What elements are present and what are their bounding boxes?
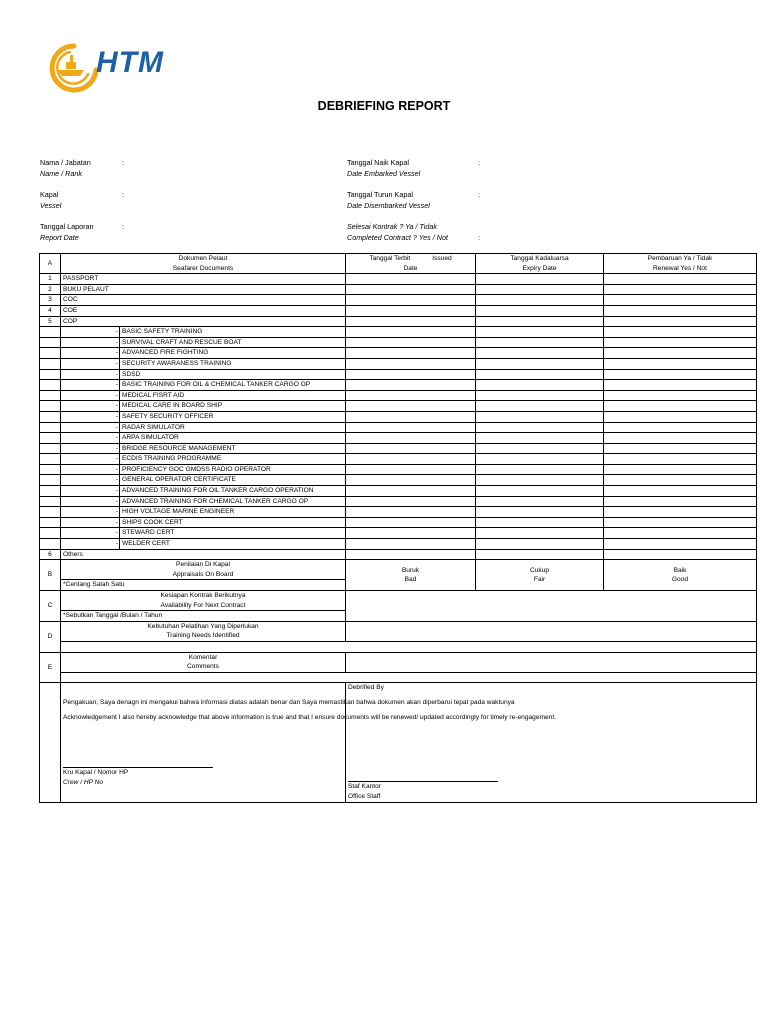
issued-date-cell[interactable]: [346, 496, 476, 507]
cop-item-text: BRIDGE RESOURCE MANAGEMENT: [122, 444, 236, 452]
cop-item-label: [61, 433, 346, 444]
cop-item-row: [40, 327, 757, 338]
row-number-blank: [40, 337, 61, 348]
cop-item-label: [61, 348, 346, 359]
report-date-field: Tanggal Laporan Report Date: [40, 222, 94, 242]
dash-marker: -: [115, 359, 118, 367]
colon: :: [478, 233, 480, 242]
cop-item-text: ADVANCED TRAINING FOR CHEMICAL TANKER CARGO OP: [122, 497, 309, 505]
renewal-cell[interactable]: [604, 390, 757, 401]
col-header-expiry: Tanggal Kadaluarsa Expiry Date: [476, 254, 604, 274]
cop-item-row: [40, 348, 757, 359]
row-number-blank: [40, 369, 61, 380]
expiry-date-cell[interactable]: [476, 433, 604, 444]
expiry-date-cell[interactable]: [476, 274, 604, 285]
acknowledgement-row: [40, 683, 757, 803]
comments-input[interactable]: [61, 672, 757, 683]
cop-item-row: [40, 454, 757, 465]
issued-date-cell[interactable]: [346, 528, 476, 539]
comments-header-blank: [346, 652, 757, 672]
renewal-cell[interactable]: [604, 337, 757, 348]
dash-marker: -: [115, 391, 118, 399]
cop-item-row: [40, 337, 757, 348]
expiry-date-cell[interactable]: [476, 549, 604, 560]
dash-marker: -: [115, 423, 118, 431]
dash-marker: -: [115, 338, 118, 346]
expiry-date-cell[interactable]: [476, 422, 604, 433]
issued-date-cell[interactable]: [346, 337, 476, 348]
dash-marker: -: [115, 349, 118, 357]
row-number-blank: [40, 390, 61, 401]
expiry-date-cell[interactable]: [476, 443, 604, 454]
issued-date-cell[interactable]: [346, 433, 476, 444]
row-number-blank: [40, 486, 61, 497]
row-number-blank: [40, 507, 61, 518]
cop-item-label: [61, 496, 346, 507]
issued-date-cell[interactable]: [346, 539, 476, 550]
dash-marker: -: [115, 328, 118, 336]
cop-item-row: [40, 358, 757, 369]
cop-item-label: [61, 517, 346, 528]
cop-item-label: [61, 454, 346, 465]
dash-marker: -: [115, 476, 118, 484]
row-number-blank: [40, 528, 61, 539]
row-number-blank: [40, 380, 61, 391]
cop-item-text: WELDER CERT: [122, 540, 170, 548]
row-number-blank: [40, 475, 61, 486]
dash-marker: -: [115, 508, 118, 516]
cop-item-label: [61, 443, 346, 454]
issued-date-cell[interactable]: [346, 486, 476, 497]
cop-item-text: BASIC SAFETY TRAINING: [122, 328, 203, 336]
document-label: COC: [61, 295, 346, 306]
section-d-body-row: [40, 641, 757, 652]
cop-item-label: [61, 507, 346, 518]
cop-item-text: SURVIVAL CRAFT AND RESCUE BOAT: [122, 338, 242, 346]
logo-text: HTM: [96, 46, 164, 79]
expiry-date-cell[interactable]: [476, 454, 604, 465]
renewal-cell[interactable]: [604, 327, 757, 338]
others-row: [40, 549, 757, 560]
renewal-cell[interactable]: [604, 358, 757, 369]
renewal-cell[interactable]: [604, 539, 757, 550]
issued-date-cell[interactable]: [346, 380, 476, 391]
row-number-blank: [40, 358, 61, 369]
training-needs-header-blank: [346, 621, 757, 641]
dash-marker: -: [115, 529, 118, 537]
staff-label: Staf Kantor: [348, 783, 381, 791]
row-number-blank: [40, 327, 61, 338]
cop-item-row: [40, 433, 757, 444]
renewal-cell[interactable]: [604, 528, 757, 539]
expiry-date-cell[interactable]: [476, 528, 604, 539]
issued-date-cell[interactable]: [346, 348, 476, 359]
cop-item-text: PROFICIENCY GOC GMDSS RADIO OPERATOR: [122, 465, 271, 473]
training-needs-label: Kebutuhan Pelatihan Yang Diperlukan Training Needs Identified: [61, 621, 346, 641]
renewal-cell[interactable]: [604, 486, 757, 497]
cop-item-row: [40, 464, 757, 475]
cop-item-label: [61, 486, 346, 497]
expiry-date-cell[interactable]: [476, 507, 604, 518]
expiry-date-cell[interactable]: [476, 390, 604, 401]
section-a-header: [40, 254, 757, 274]
row-number-blank: [40, 348, 61, 359]
cop-item-text: HIGH VOLTAGE MARINE ENGINEER: [122, 508, 235, 516]
cop-item-row: [40, 401, 757, 412]
document-label: BUKU PELAUT: [61, 284, 346, 295]
cop-item-text: RADAR SIMULATOR: [122, 423, 185, 431]
date-embarked-field: Tanggal Naik Kapal Date Embarked Vessel: [347, 158, 421, 178]
cop-item-label: [61, 390, 346, 401]
renewal-cell[interactable]: [604, 380, 757, 391]
row-number-blank: [40, 454, 61, 465]
row-number-blank: [40, 464, 61, 475]
col-header-issued: Tanggal Terbit Issued Date: [346, 254, 476, 274]
cop-item-text: ECDIS TRAINING PROGRAMME: [122, 455, 222, 463]
cop-item-row: [40, 539, 757, 550]
row-number-blank: [40, 411, 61, 422]
issued-date-cell[interactable]: [346, 274, 476, 285]
dash-marker: -: [115, 518, 118, 526]
colon: :: [478, 190, 480, 199]
renewal-cell[interactable]: [604, 464, 757, 475]
ack-text-id: Pengakuan, Saya denagn ini mengakui bahwa informasi diatas adalah benar dan Saya memastikan bahwa dokumen akan diperbarui tepat pada waktunya: [63, 698, 515, 706]
cop-item-row: [40, 443, 757, 454]
document-row: [40, 305, 757, 316]
cop-item-row: [40, 422, 757, 433]
cop-item-text: MEDICAL FISRT AID: [122, 391, 185, 399]
renewal-cell[interactable]: [604, 305, 757, 316]
ack-text-en: Acknowledgement I also hereby acknowledge that above information is true and that I ensure documents will be renewed/ updated accordingly for timely re-engagement.: [63, 714, 556, 722]
issued-date-cell[interactable]: [346, 443, 476, 454]
document-row: [40, 274, 757, 285]
training-needs-input[interactable]: [61, 641, 757, 652]
row-number-blank: [40, 517, 61, 528]
expiry-date-cell[interactable]: [476, 486, 604, 497]
issued-date-cell[interactable]: [346, 390, 476, 401]
cop-item-label: [61, 539, 346, 550]
cop-item-text: SDSD: [122, 370, 141, 378]
debriefing-table: [39, 253, 757, 803]
row-number-blank: [40, 443, 61, 454]
issued-date-cell[interactable]: [346, 411, 476, 422]
section-letter: C: [40, 591, 61, 622]
cop-item-text: ARPA SIMULATOR: [122, 434, 179, 442]
colon: :: [478, 158, 480, 167]
issued-date-cell[interactable]: [346, 517, 476, 528]
vessel-field: Kapal Vessel: [40, 190, 62, 210]
colon: :: [122, 222, 124, 231]
cop-item-text: SAFETY SECURITY OFFICER: [122, 412, 214, 420]
row-number: 4: [40, 305, 61, 316]
expiry-date-cell[interactable]: [476, 316, 604, 327]
expiry-date-cell[interactable]: [476, 358, 604, 369]
row-number-blank: [40, 539, 61, 550]
renewal-cell[interactable]: [604, 411, 757, 422]
row-number: 3: [40, 295, 61, 306]
issued-date-cell[interactable]: [346, 358, 476, 369]
cop-item-text: STEWARD CERT: [122, 529, 175, 537]
document-label: COP: [61, 316, 346, 327]
cop-item-text: SHIPS COOK CERT: [122, 518, 183, 526]
dash-marker: -: [115, 465, 118, 473]
issued-date-cell[interactable]: [346, 401, 476, 412]
renewal-cell[interactable]: [604, 496, 757, 507]
section-d-row: [40, 621, 757, 641]
cop-item-text: MEDICAL CARE IN BOARD SHIP: [122, 402, 223, 410]
cop-item-label: [61, 464, 346, 475]
expiry-date-cell[interactable]: [476, 401, 604, 412]
expiry-date-cell[interactable]: [476, 348, 604, 359]
name-rank-field: Nama / Jabatan Name / Rank: [40, 158, 91, 178]
colon: :: [122, 158, 124, 167]
cop-item-text: ADVANCED TRAINING FOR OIL TANKER CARGO OPERATION: [122, 487, 314, 495]
expiry-date-cell[interactable]: [476, 496, 604, 507]
col-header-documents: Dokumen Pelaut Seafarer Documents: [61, 254, 346, 274]
issued-date-cell[interactable]: [346, 454, 476, 465]
cop-item-row: [40, 475, 757, 486]
renewal-cell[interactable]: [604, 454, 757, 465]
debriefed-by-label: Debrified By: [348, 684, 384, 692]
expiry-date-cell[interactable]: [476, 380, 604, 391]
cop-item-label: [61, 401, 346, 412]
document-label: PASSPORT: [61, 274, 346, 285]
dash-marker: -: [115, 434, 118, 442]
document-label: COE: [61, 305, 346, 316]
section-e-row: [40, 652, 757, 672]
expiry-date-cell[interactable]: [476, 475, 604, 486]
document-row: [40, 295, 757, 306]
appraisal-note: *Centang Salah Satu: [61, 580, 346, 591]
renewal-cell[interactable]: [604, 475, 757, 486]
cop-item-row: [40, 380, 757, 391]
cop-item-row: [40, 411, 757, 422]
dash-marker: -: [115, 540, 118, 548]
section-b-row: [40, 560, 757, 580]
section-letter: A: [40, 254, 61, 274]
renewal-cell[interactable]: [604, 348, 757, 359]
expiry-date-cell[interactable]: [476, 369, 604, 380]
cop-item-label: [61, 337, 346, 348]
section-c-row: [40, 591, 757, 611]
cop-item-text: GENERAL OPERATOR CERTIFICATE: [122, 476, 236, 484]
dash-marker: -: [115, 487, 118, 495]
row-number: 2: [40, 284, 61, 295]
renewal-cell[interactable]: [604, 295, 757, 306]
dash-marker: -: [115, 444, 118, 452]
renewal-cell[interactable]: [604, 507, 757, 518]
row-number: 1: [40, 274, 61, 285]
cop-item-row: [40, 517, 757, 528]
renewal-cell[interactable]: [604, 274, 757, 285]
cop-item-text: ADVANCED FIRE FIGHTING: [122, 349, 209, 357]
cop-item-row: [40, 369, 757, 380]
rating-fair[interactable]: Cukup Fair: [476, 560, 604, 591]
issued-date-cell[interactable]: [346, 549, 476, 560]
cop-item-row: [40, 507, 757, 518]
expiry-date-cell[interactable]: [476, 464, 604, 475]
expiry-date-cell[interactable]: [476, 305, 604, 316]
cop-item-label: [61, 358, 346, 369]
completed-contract-field: Selesai Kontrak ? Ya / Tidak Completed Contract ? Yes / Not: [347, 222, 448, 242]
row-number-blank: [40, 401, 61, 412]
row-number: 5: [40, 316, 61, 327]
issued-date-cell[interactable]: [346, 327, 476, 338]
others-label: Others: [61, 549, 346, 560]
cop-item-label: [61, 369, 346, 380]
crew-label: Kru Kapal / Nomor HP: [63, 768, 129, 776]
colon: :: [122, 190, 124, 199]
blank-letter-cell: [40, 683, 61, 803]
dash-marker: -: [115, 370, 118, 378]
date-disembarked-field: Tanggal Turun Kapal Date Disembarked Vessel: [347, 190, 430, 210]
cop-item-text: BASIC TRAINING FOR OIL & CHEMICAL TANKER CARGO OP: [122, 381, 311, 389]
cop-item-row: [40, 496, 757, 507]
dash-marker: -: [115, 412, 118, 420]
renewal-cell[interactable]: [604, 517, 757, 528]
cop-item-label: [61, 528, 346, 539]
row-number-blank: [40, 422, 61, 433]
appraisal-label: Penilaian Di Kapal Appraisals On Board: [61, 560, 346, 580]
dash-marker: -: [115, 455, 118, 463]
issued-date-cell[interactable]: [346, 295, 476, 306]
expiry-date-cell[interactable]: [476, 411, 604, 422]
document-row: [40, 284, 757, 295]
issued-date-cell[interactable]: [346, 369, 476, 380]
cop-item-label: [61, 422, 346, 433]
renewal-cell[interactable]: [604, 284, 757, 295]
row-number-blank: [40, 496, 61, 507]
availability-note: *Sebutkan Tanggal /Bulan / Tahun: [61, 611, 346, 622]
renewal-cell[interactable]: [604, 443, 757, 454]
dash-marker: -: [115, 381, 118, 389]
cop-item-text: SECURITY AWARANESS TRAINING: [122, 359, 232, 367]
cop-item-label: [61, 380, 346, 391]
renewal-cell[interactable]: [604, 549, 757, 560]
cop-item-row: [40, 390, 757, 401]
crew-label-en: Crew / HP No: [63, 778, 104, 786]
cop-item-label: [61, 327, 346, 338]
cop-item-row: [40, 528, 757, 539]
availability-label: Kesiapan Kontrak Berikutnya Availability For Next Contract: [61, 591, 346, 611]
issued-date-cell[interactable]: [346, 475, 476, 486]
section-letter: B: [40, 560, 61, 591]
availability-input[interactable]: [346, 591, 757, 622]
issued-date-cell[interactable]: [346, 422, 476, 433]
rating-bad[interactable]: Buruk Bad: [346, 560, 476, 591]
expiry-date-cell[interactable]: [476, 284, 604, 295]
cop-item-label: [61, 411, 346, 422]
staff-label-en: Office Staff: [348, 793, 381, 801]
document-row: [40, 316, 757, 327]
cop-item-label: [61, 475, 346, 486]
renewal-cell[interactable]: [604, 422, 757, 433]
renewal-cell[interactable]: [604, 369, 757, 380]
issued-date-cell[interactable]: [346, 316, 476, 327]
page-title: DEBRIEFING REPORT: [317, 99, 451, 113]
renewal-cell[interactable]: [604, 316, 757, 327]
dash-marker: -: [115, 497, 118, 505]
expiry-date-cell[interactable]: [476, 327, 604, 338]
expiry-date-cell[interactable]: [476, 517, 604, 528]
dash-marker: -: [115, 402, 118, 410]
row-number-blank: [40, 433, 61, 444]
issued-date-cell[interactable]: [346, 305, 476, 316]
rating-good[interactable]: Baik Good: [604, 560, 757, 591]
expiry-date-cell[interactable]: [476, 337, 604, 348]
company-logo: [44, 40, 204, 92]
renewal-cell[interactable]: [604, 401, 757, 412]
expiry-date-cell[interactable]: [476, 539, 604, 550]
row-number: 6: [40, 549, 61, 560]
renewal-cell[interactable]: [604, 433, 757, 444]
comments-label: Komentar Comments: [61, 652, 346, 672]
col-header-renewal: Pembaruan Ya / Tidak Renewal Yes / Not: [604, 254, 757, 274]
cop-item-row: [40, 486, 757, 497]
issued-date-cell[interactable]: [346, 464, 476, 475]
issued-date-cell[interactable]: [346, 284, 476, 295]
section-e-body-row: [40, 672, 757, 683]
section-letter: D: [40, 621, 61, 652]
ship-emblem-icon: [44, 40, 104, 92]
section-letter: E: [40, 652, 61, 683]
expiry-date-cell[interactable]: [476, 295, 604, 306]
issued-date-cell[interactable]: [346, 507, 476, 518]
